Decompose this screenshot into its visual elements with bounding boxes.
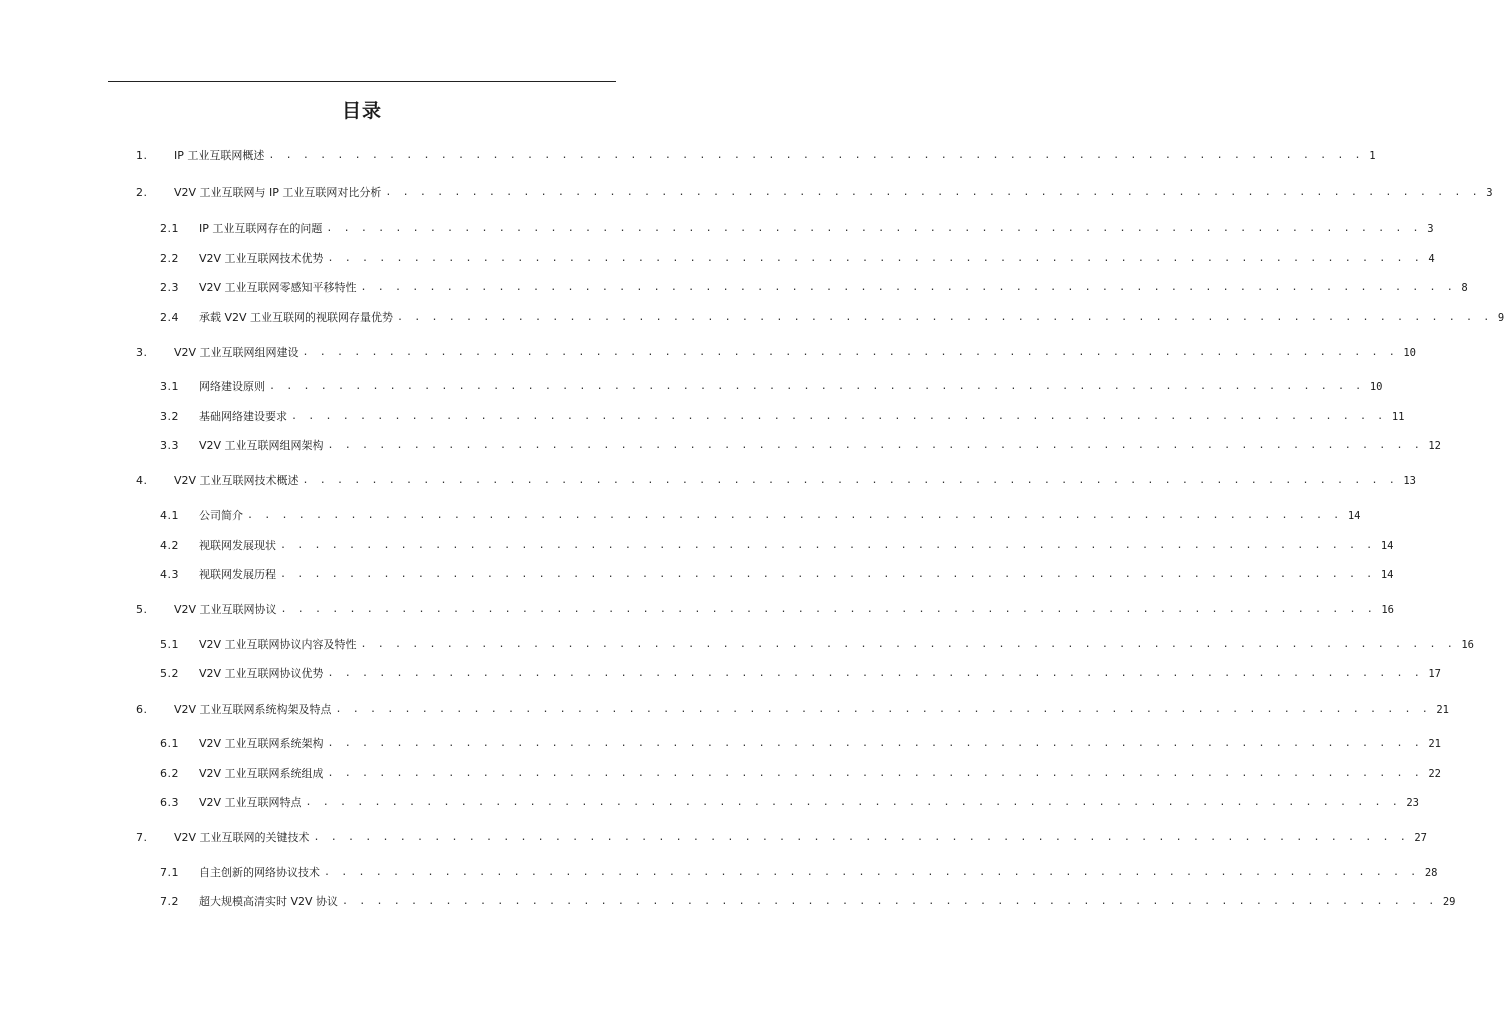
toc-entry-number: 4.3 (160, 568, 179, 581)
toc-entry-page: 3 (1427, 223, 1434, 235)
toc-entry[interactable] (0, 736, 1442, 752)
toc-entry[interactable] (0, 702, 1450, 718)
toc-leader-dots: . . . . . . . . . . . . . . . . . . . . . . . . . . . . . . . . . . . . . . . . . . . . . . . . . . . . . . . . . . . . . . . . (360, 639, 1456, 650)
toc-entry[interactable] (0, 379, 1383, 395)
toc-entry-number: 4. (136, 474, 148, 487)
toc-entry-title: 公司简介 (199, 508, 247, 524)
toc-entry-page: 14 (1380, 540, 1394, 552)
toc-entry-title: V2V 工业互联网协议 (174, 602, 281, 618)
toc-entry-page: 10 (1369, 381, 1383, 393)
toc-entry-number: 2.1 (160, 222, 179, 235)
toc-leader-dots: . . . . . . . . . . . . . . . . . . . . . . . . . . . . . . . . . . . . . . . . . . . . . . . . . . . . . . . . . . . . . . . . (360, 282, 1456, 293)
toc-entry-number: 7.1 (160, 866, 179, 879)
toc-leader-dots: . . . . . . . . . . . . . . . . . . . . . . . . . . . . . . . . . . . . . . . . . . . . . . . . . . . . . . . . . . . . . . . . (302, 475, 1398, 486)
toc-entry-title: V2V 工业互联网系统组成 (199, 766, 328, 782)
toc-entry[interactable] (0, 666, 1442, 682)
toc-entry-number: 2.2 (160, 252, 179, 265)
toc-leader-dots: . . . . . . . . . . . . . . . . . . . . . . . . . . . . . . . . . . . . . . . . . . . . . . . . . . . . . . . . . . . . . . . . (335, 704, 1431, 715)
toc-entry-page: 11 (1391, 411, 1405, 423)
toc-entry-title: V2V 工业互联网系统构架及特点 (174, 702, 336, 718)
toc-entry-title: V2V 工业互联网系统架构 (199, 736, 328, 752)
toc-entry-page: 16 (1381, 604, 1395, 616)
toc-entry-page: 9 (1497, 312, 1504, 324)
toc-entry-title: V2V 工业互联网特点 (199, 795, 306, 811)
toc-entry-number: 6. (136, 703, 148, 716)
toc-entry[interactable] (0, 148, 1376, 164)
toc-leader-dots: . . . . . . . . . . . . . . . . . . . . . . . . . . . . . . . . . . . . . . . . . . . . . . . . . . . . . . . . . . . . . . . . (269, 381, 1364, 392)
toc-entry[interactable] (0, 865, 1438, 881)
toc-entry-page: 14 (1380, 569, 1394, 581)
toc-entry-page: 16 (1461, 639, 1475, 651)
toc-leader-dots: . . . . . . . . . . . . . . . . . . . . . . . . . . . . . . . . . . . . . . . . . . . . . . . . . . . . . . . . . . . . . . . . (280, 569, 1375, 580)
toc-entry-page: 23 (1406, 797, 1420, 809)
toc-entry-number: 6.3 (160, 796, 179, 809)
toc-entry[interactable] (0, 345, 1417, 361)
toc-entry-title: 自主创新的网络协议技术 (199, 865, 324, 881)
toc-entry-page: 4 (1428, 253, 1435, 265)
toc-leader-dots: . . . . . . . . . . . . . . . . . . . . . . . . . . . . . . . . . . . . . . . . . . . . . . . . . . . . . . . . . . . . . . . . (327, 768, 1423, 779)
toc-leader-dots: . . . . . . . . . . . . . . . . . . . . . . . . . . . . . . . . . . . . . . . . . . . . . . . . . . . . . . . . . . . . . . . . (385, 187, 1481, 198)
toc-entry[interactable] (0, 251, 1435, 267)
toc-entry-page: 8 (1461, 282, 1468, 294)
toc-entry-page: 28 (1424, 867, 1438, 879)
toc-entry-number: 3.2 (160, 410, 179, 423)
toc-leader-dots: . . . . . . . . . . . . . . . . . . . . . . . . . . . . . . . . . . . . . . . . . . . . . . . . . . . . . . . . . . . . . . . . (313, 832, 1409, 843)
toc-entry-title: V2V 工业互联网协议内容及特性 (199, 637, 361, 653)
toc-entry-title: V2V 工业互联网协议优势 (199, 666, 328, 682)
toc-entry-page: 21 (1436, 704, 1450, 716)
toc-entry-title: 视联网发展现状 (199, 538, 280, 554)
toc-leader-dots: . . . . . . . . . . . . . . . . . . . . . . . . . . . . . . . . . . . . . . . . . . . . . . . . . . . . . . . . . . . . . . . . (305, 797, 1401, 808)
toc-entry[interactable] (0, 567, 1394, 583)
toc-leader-dots: . . . . . . . . . . . . . . . . . . . . . . . . . . . . . . . . . . . . . . . . . . . . . . . . . . . . . . . . . . . . . . . . (326, 223, 1422, 234)
toc-leader-dots: . . . . . . . . . . . . . . . . . . . . . . . . . . . . . . . . . . . . . . . . . . . . . . . . . . . . . . . . . . . . . . . . (280, 540, 1375, 551)
toc-entry-page: 14 (1347, 510, 1361, 522)
toc-entry[interactable] (0, 185, 1493, 201)
toc-entry-title: 超大规模高清实时 V2V 协议 (199, 894, 342, 910)
toc-entry[interactable] (0, 766, 1442, 782)
toc-entry-page: 10 (1403, 347, 1417, 359)
toc-entry-title: V2V 工业互联网零感知平移特性 (199, 280, 361, 296)
toc-entry[interactable] (0, 221, 1434, 237)
toc-entry-title: 基础网络建设要求 (199, 409, 291, 425)
toc-leader-dots: . . . . . . . . . . . . . . . . . . . . . . . . . . . . . . . . . . . . . . . . . . . . . . . . . . . . . . . . . . . . . . . . (327, 253, 1423, 264)
toc-entry[interactable] (0, 894, 1456, 910)
toc-leader-dots: . . . . . . . . . . . . . . . . . . . . . . . . . . . . . . . . . . . . . . . . . . . . . . . . . . . . . . . . . . . . . . . . (327, 738, 1423, 749)
toc-entry-number: 4.1 (160, 509, 179, 522)
toc-entry[interactable] (0, 830, 1428, 846)
toc-entry-title: V2V 工业互联网技术优势 (199, 251, 328, 267)
toc-entry[interactable] (0, 637, 1475, 653)
toc-entry-title: 视联网发展历程 (199, 567, 280, 583)
toc-entry-number: 3.1 (160, 380, 179, 393)
toc-leader-dots: . . . . . . . . . . . . . . . . . . . . . . . . . . . . . . . . . . . . . . . . . . . . . . . . . . . . . . . . . . . . . . . . (302, 347, 1398, 358)
toc-entry-title: V2V 工业互联网组网建设 (174, 345, 303, 361)
toc-entry-title: IP 工业互联网概述 (174, 148, 268, 164)
toc-entry-title: 网络建设原则 (199, 379, 269, 395)
toc-entry-number: 2. (136, 186, 148, 199)
toc-leader-dots: . . . . . . . . . . . . . . . . . . . . . . . . . . . . . . . . . . . . . . . . . . . . . . . . . . . . . . . . . . . . . . . . (324, 867, 1419, 878)
toc-entry[interactable] (0, 438, 1442, 454)
toc-leader-dots: . . . . . . . . . . . . . . . . . . . . . . . . . . . . . . . . . . . . . . . . . . . . . . . . . . . . . . . . . . . . . . . . (247, 510, 1342, 521)
toc-entry-page: 3 (1486, 187, 1493, 199)
toc-entry-number: 7.2 (160, 895, 179, 908)
toc-entry-number: 2.4 (160, 311, 179, 324)
toc-leader-dots: . . . . . . . . . . . . . . . . . . . . . . . . . . . . . . . . . . . . . . . . . . . . . . . . . . . . . . . . . . . . . . . . (327, 440, 1423, 451)
toc-entry-number: 1. (136, 149, 148, 162)
toc-entry-number: 6.1 (160, 737, 179, 750)
toc-entry-page: 21 (1428, 738, 1442, 750)
toc-entry-title: IP 工业互联网存在的问题 (199, 221, 326, 237)
toc-entry-page: 17 (1428, 668, 1442, 680)
toc-entry[interactable] (0, 508, 1361, 524)
toc-entry-page: 1 (1369, 150, 1376, 162)
toc-entry[interactable] (0, 409, 1405, 425)
toc-entry-number: 6.2 (160, 767, 179, 780)
toc-entry-number: 2.3 (160, 281, 179, 294)
toc-entry-title: V2V 工业互联网与 IP 工业互联网对比分析 (174, 185, 385, 201)
toc-entry[interactable] (0, 538, 1394, 554)
toc-entry[interactable] (0, 280, 1468, 296)
toc-entry-page: 22 (1428, 768, 1442, 780)
toc-leader-dots: . . . . . . . . . . . . . . . . . . . . . . . . . . . . . . . . . . . . . . . . . . . . . . . . . . . . . . . . . . . . . . . . (268, 150, 1364, 161)
toc-leader-dots: . . . . . . . . . . . . . . . . . . . . . . . . . . . . . . . . . . . . . . . . . . . . . . . . . . . . . . . . . . . . . . . . (342, 896, 1437, 907)
toc-entry-number: 4.2 (160, 539, 179, 552)
toc-entry-number: 3.3 (160, 439, 179, 452)
toc-entry-number: 5. (136, 603, 148, 616)
toc-entry-title: V2V 工业互联网组网架构 (199, 438, 328, 454)
toc-entry-title: V2V 工业互联网的关键技术 (174, 830, 314, 846)
toc-title: 目录 (341, 100, 382, 122)
toc-entry[interactable] (0, 602, 1395, 618)
toc-entry[interactable] (0, 310, 1504, 326)
toc-entry-page: 27 (1414, 832, 1428, 844)
toc-entry[interactable] (0, 473, 1417, 489)
toc-leader-dots: . . . . . . . . . . . . . . . . . . . . . . . . . . . . . . . . . . . . . . . . . . . . . . . . . . . . . . . . . . . . . . . . (397, 312, 1492, 323)
toc-entry-number: 7. (136, 831, 148, 844)
toc-leader-dots: . . . . . . . . . . . . . . . . . . . . . . . . . . . . . . . . . . . . . . . . . . . . . . . . . . . . . . . . . . . . . . . . (327, 668, 1423, 679)
toc-entry-number: 5.2 (160, 667, 179, 680)
toc-entry-title: V2V 工业互联网技术概述 (174, 473, 303, 489)
toc-entry-number: 3. (136, 346, 148, 359)
toc-entry[interactable] (0, 795, 1420, 811)
toc-entry-title: 承载 V2V 工业互联网的视联网存量优势 (199, 310, 397, 326)
toc-entry-number: 5.1 (160, 638, 179, 651)
toc-leader-dots: . . . . . . . . . . . . . . . . . . . . . . . . . . . . . . . . . . . . . . . . . . . . . . . . . . . . . . . . . . . . . . . . (280, 604, 1376, 615)
toc-entry-page: 12 (1428, 440, 1442, 452)
toc-entry-page: 29 (1442, 896, 1456, 908)
toc-leader-dots: . . . . . . . . . . . . . . . . . . . . . . . . . . . . . . . . . . . . . . . . . . . . . . . . . . . . . . . . . . . . . . . . (291, 411, 1386, 422)
toc-entry-page: 13 (1403, 475, 1417, 487)
